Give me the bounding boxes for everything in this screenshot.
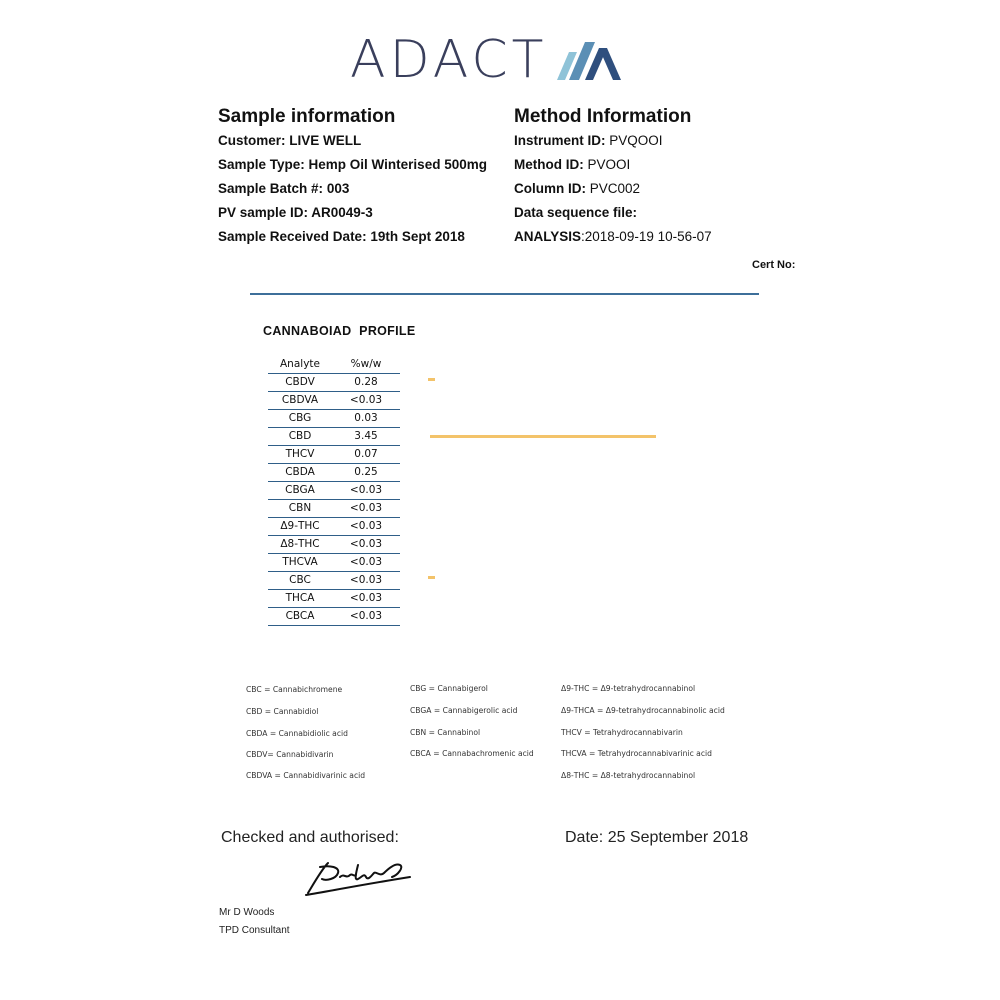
signature-icon <box>300 855 440 899</box>
sample-batch-line: Sample Batch #: 003 <box>218 181 350 196</box>
sample-type-line: Sample Type: Hemp Oil Winterised 500mg <box>218 157 487 172</box>
logo-text: ADACT <box>350 30 548 90</box>
value-cell: 3.45 <box>332 427 400 445</box>
analysis-line: ANALYSIS:2018-09-19 10-56-07 <box>514 229 712 244</box>
analyte-cell: CBN <box>268 499 332 517</box>
value-cell: <0.03 <box>332 553 400 571</box>
glossary-item: Δ9-THC = Δ9-tetrahydrocannabinol <box>561 684 696 693</box>
analyte-cell: THCVA <box>268 553 332 571</box>
glossary-item: CBD = Cannabidiol <box>246 707 319 716</box>
table-row <box>268 391 400 409</box>
analyte-cell: CBD <box>268 427 332 445</box>
value-cell: <0.03 <box>332 499 400 517</box>
analyte-cell: CBG <box>268 409 332 427</box>
adact-logo <box>350 32 623 88</box>
cannabinoid-profile-table <box>268 355 400 626</box>
header-divider <box>250 293 759 295</box>
instrument-id-line: Instrument ID: PVQOOI <box>514 133 663 148</box>
table-row <box>268 427 400 445</box>
cert-number-label: Cert No: <box>752 259 796 271</box>
analyte-cell: Δ8-THC <box>268 535 332 553</box>
value-cell: 0.07 <box>332 445 400 463</box>
profile-title: CANNABOIAD PROFILE <box>263 324 416 338</box>
glossary-item: CBGA = Cannabigerolic acid <box>410 706 518 715</box>
signer-name: Mr D Woods <box>219 907 275 918</box>
value-cell: <0.03 <box>332 607 400 625</box>
analyte-cell: CBC <box>268 571 332 589</box>
column-id-line: Column ID: PVC002 <box>514 181 641 196</box>
table-header-row <box>268 355 400 373</box>
analyte-cell: CBDVA <box>268 391 332 409</box>
table-row <box>268 463 400 481</box>
analyte-cell: CBGA <box>268 481 332 499</box>
glossary-item: CBC = Cannabichromene <box>246 685 343 694</box>
received-date-line: Sample Received Date: 19th Sept 2018 <box>218 229 465 244</box>
glossary-item: CBN = Cannabinol <box>410 728 481 737</box>
table-row <box>268 481 400 499</box>
glossary-item: CBG = Cannabigerol <box>410 684 488 693</box>
analyte-cell: Δ9-THC <box>268 517 332 535</box>
value-cell: <0.03 <box>332 535 400 553</box>
glossary-item: CBDA = Cannabidiolic acid <box>246 729 348 738</box>
table-row <box>268 607 400 625</box>
customer-line: Customer: LIVE WELL <box>218 133 362 148</box>
method-info-heading: Method Information <box>514 106 692 127</box>
glossary-item: CBDVA = Cannabidivarinic acid <box>246 771 366 780</box>
table-row <box>268 499 400 517</box>
glossary-item: Δ8-THC = Δ8-tetrahydrocannabinol <box>561 771 696 780</box>
analyte-cell: CBCA <box>268 607 332 625</box>
adact-logo-mark-icon <box>555 38 623 82</box>
table-row <box>268 373 400 391</box>
cbdv-bar <box>428 378 435 381</box>
value-cell: 0.25 <box>332 463 400 481</box>
analyte-cell: CBDV <box>268 373 332 391</box>
method-id-line: Method ID: PVOOI <box>514 157 631 172</box>
value-cell: <0.03 <box>332 517 400 535</box>
table-row <box>268 445 400 463</box>
table-row <box>268 553 400 571</box>
table-row <box>268 409 400 427</box>
value-cell: <0.03 <box>332 391 400 409</box>
cbd-bar <box>430 435 656 438</box>
glossary-item: Δ9-THCA = Δ9-tetrahydrocannabinolic acid <box>561 706 725 715</box>
glossary-item: THCVA = Tetrahydrocannabivarinic acid <box>561 749 712 758</box>
glossary-item: CBDV= Cannabidivarin <box>246 750 334 759</box>
sample-info-heading: Sample information <box>218 106 396 127</box>
analyte-cell: THCA <box>268 589 332 607</box>
percent-header: %w/w <box>332 355 400 373</box>
analyte-cell: CBDA <box>268 463 332 481</box>
checked-authorised-label: Checked and authorised: <box>221 829 399 846</box>
analyte-cell: THCV <box>268 445 332 463</box>
signer-title: TPD Consultant <box>219 925 290 936</box>
pv-sample-id-line: PV sample ID: AR0049-3 <box>218 205 373 220</box>
value-cell: <0.03 <box>332 481 400 499</box>
table-row <box>268 589 400 607</box>
value-cell: 0.28 <box>332 373 400 391</box>
glossary-item: CBCA = Cannabachromenic acid <box>410 749 534 758</box>
table-row <box>268 571 400 589</box>
value-cell: <0.03 <box>332 589 400 607</box>
value-cell: 0.03 <box>332 409 400 427</box>
analyte-header: Analyte <box>268 355 332 373</box>
glossary-item: THCV = Tetrahydrocannabivarin <box>561 728 683 737</box>
table-row <box>268 517 400 535</box>
table-row <box>268 535 400 553</box>
data-sequence-line: Data sequence file: <box>514 205 638 220</box>
authorisation-date: Date: 25 September 2018 <box>565 829 749 846</box>
value-cell: <0.03 <box>332 571 400 589</box>
cbc-bar <box>428 576 435 579</box>
